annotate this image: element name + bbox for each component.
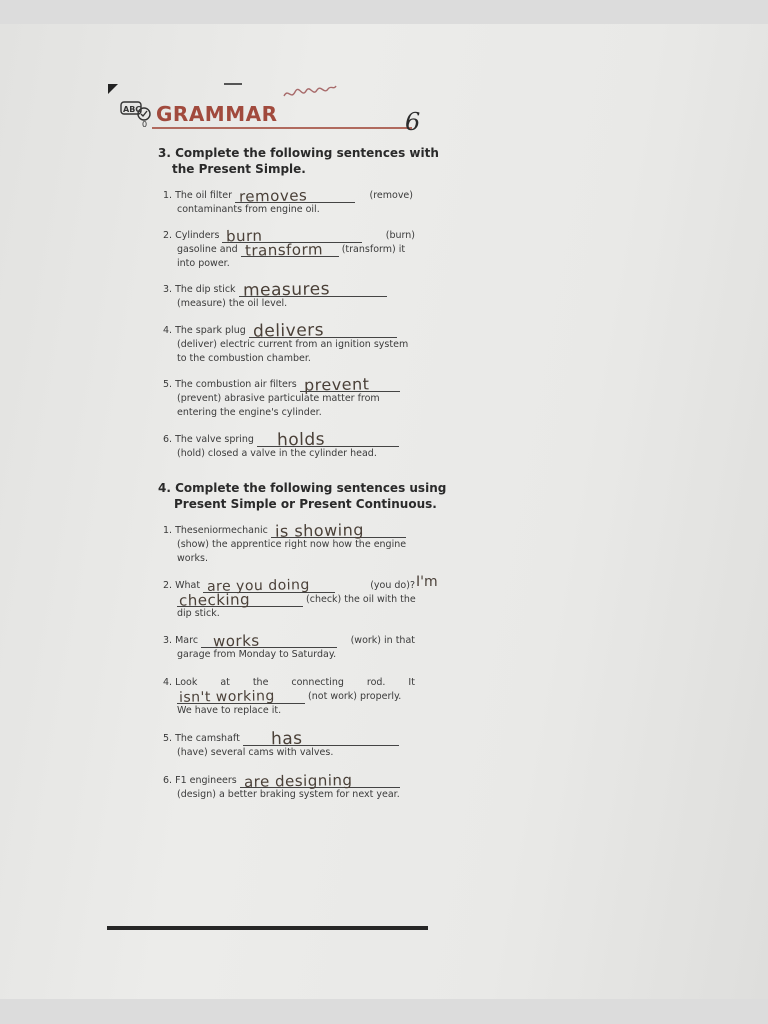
answer-blank[interactable]: [271, 520, 406, 541]
ex3-item-4: 4. The spark plug delivers (deliver) electric current from an ignition system to the combustion chamber.: [163, 320, 409, 364]
answer-blank[interactable]: [235, 186, 355, 206]
ex3-item-6: 6. The valve spring holds (hold) closed a valve in the cylinder head.: [163, 433, 415, 461]
handwritten-answer: works: [212, 631, 260, 651]
handwritten-answer: is showing: [274, 520, 364, 541]
answer-blank[interactable]: [177, 590, 303, 610]
handwritten-margin-note: I'm: [416, 574, 438, 590]
page-bottom-rule: [107, 926, 428, 930]
ex3-item-1: 1. The oil filter removes (remove) contaminants from engine oil.: [163, 186, 413, 215]
answer-blank[interactable]: [177, 690, 305, 704]
handwritten-answer: delivers: [252, 320, 325, 342]
answer-blank[interactable]: [201, 631, 337, 651]
handwritten-answer: burn: [226, 226, 264, 246]
squiggle-doodle: [282, 80, 338, 102]
handwritten-answer: are designing: [243, 771, 353, 791]
corner-mark: [108, 84, 118, 94]
answer-blank[interactable]: [257, 429, 399, 451]
ex4-item-1: 1. Theseniormechanic is showing (show) the apprentice right now how the engine works.: [163, 520, 407, 564]
answer-blank[interactable]: [241, 240, 339, 260]
handwritten-answer: are you doing: [206, 577, 311, 595]
answer-blank[interactable]: [240, 771, 400, 791]
ex4-item-6: 6. F1 engineers are designing (design) a better braking system for next year.: [163, 771, 400, 800]
svg-text:ABC: ABC: [123, 105, 142, 114]
handwritten-answer: checking: [178, 590, 251, 610]
handwritten-answer: removes: [238, 186, 308, 206]
title-rule: [152, 127, 412, 129]
answer-blank[interactable]: [243, 728, 399, 750]
ex3-item-5: 5. The combustion air filters prevent (prevent) abrasive particulate matter from entering the engine's cylinder.: [163, 378, 415, 420]
handwritten-answer: measures: [242, 279, 330, 301]
answer-blank[interactable]: [249, 320, 397, 342]
ex3-item-3: 3. The dip stick measures (measure) the oil level.: [163, 283, 415, 311]
handwritten-answer: isn't working: [178, 688, 276, 706]
answer-blank[interactable]: [300, 374, 400, 395]
handwritten-answer: holds: [276, 429, 326, 451]
exercise-4-title: 4. Complete the following sentences using Present Simple or Present Continuous.: [158, 481, 447, 511]
ex4-item-3: 3. Marc works (work) in that garage from Monday to Saturday.: [163, 631, 415, 660]
grammar-header: [120, 100, 440, 130]
ex4-item-2: 2. What are you doing (you do)? checking (check) the oil with the dip stick.: [163, 577, 416, 619]
handwritten-score: 6: [405, 108, 421, 136]
ex4-item-5: 5. The camshaft has (have) several cams with valves.: [163, 732, 415, 760]
abc-pencil-icon: [120, 100, 152, 128]
svg-text:0: 0: [142, 120, 148, 128]
section-title: GRAMMAR: [156, 102, 278, 126]
handwritten-answer: prevent: [303, 374, 370, 395]
ex4-item-4: 4. Look at the connecting rod. It isn't working (not work) properly. We have to replace it.: [163, 677, 415, 716]
ex3-item-2: 2. Cylinders burn (burn) gasoline and transform (transform) it into power.: [163, 226, 415, 269]
pencil-dash-mark: [224, 83, 242, 85]
exercise-3-title: 3. Complete the following sentences with the Present Simple.: [158, 146, 439, 176]
handwritten-answer: has: [270, 728, 303, 750]
handwritten-answer: transform: [244, 240, 323, 260]
answer-blank[interactable]: [239, 279, 387, 301]
